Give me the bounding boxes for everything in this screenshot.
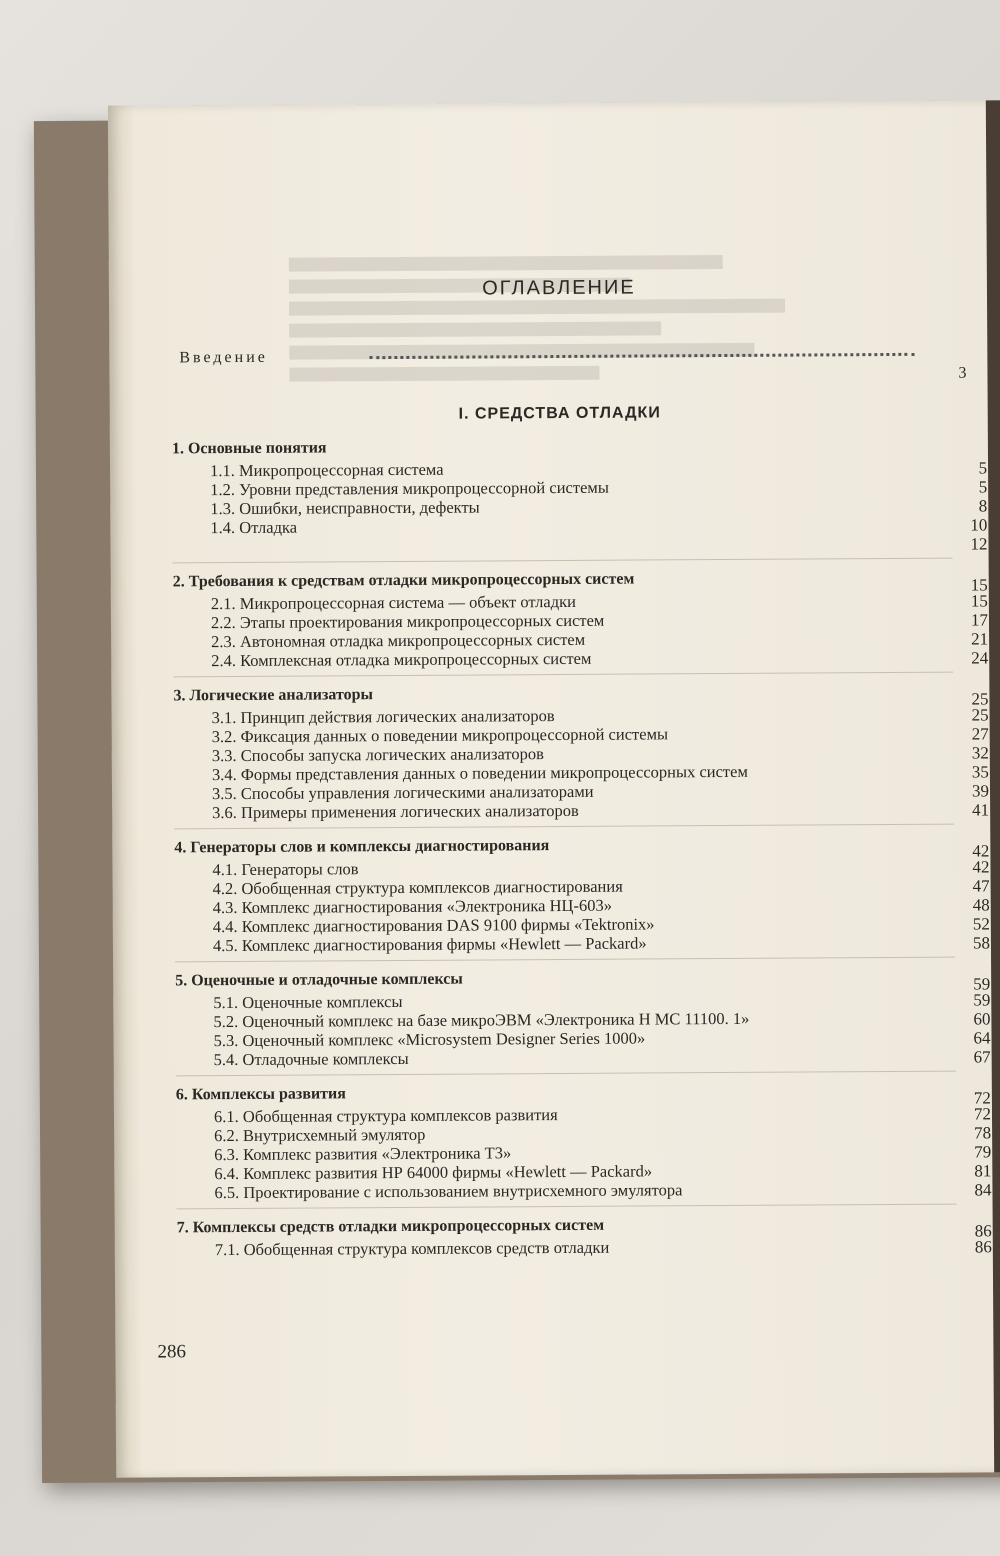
section-title: 1.3. Ошибки, неисправности, дефекты — [210, 497, 480, 519]
chapter-divider — [173, 558, 953, 564]
chapter-divider — [173, 672, 953, 678]
chapter-title: 5. Оценочные и отладочные комплексы — [175, 970, 463, 990]
toc-section — [173, 647, 989, 671]
section-page: 78 — [974, 1123, 992, 1143]
section-title: 5.2. Оценочный комплекс на базе микроЭВМ «Электроника Н МС 11100. 1» — [213, 1008, 750, 1032]
section-title: 1.2. Уровни представления микропроцессорной системы — [210, 477, 609, 500]
chapter-title: 1. Основные понятия — [171, 439, 327, 458]
intro-page: 3 — [958, 364, 970, 382]
section-title: 1.1. Микропроцессорная система — [209, 459, 444, 481]
section-title: 2.1. Микропроцессорная система — объект отладки — [210, 591, 576, 614]
chapter-page: 25 — [971, 689, 989, 709]
chapter-page: 72 — [973, 1088, 991, 1108]
section-title: 6.2. Внутрисхемный эмулятор — [214, 1124, 426, 1146]
toc-section — [174, 799, 990, 823]
section-title: 4.4. Комплекс диагностирования DAS 9100 фирмы «Tektronix» — [212, 914, 655, 937]
chapter-divider — [176, 1071, 956, 1077]
section-page: 35 — [971, 762, 989, 782]
section-page: 5 — [978, 458, 988, 478]
section-title: 4.5. Комплекс диагностирования фирмы «Hewlett — Packard» — [212, 933, 647, 956]
chapter-title: 2. Требования к средствам отладки микропроцессорных систем — [172, 570, 635, 591]
chapter-page: 59 — [973, 974, 991, 994]
book-page — [108, 100, 1000, 1477]
section-page: 84 — [974, 1180, 992, 1200]
section-title: 2.3. Автономная отладка микропроцессорных систем — [211, 629, 586, 652]
section-page: 39 — [971, 781, 990, 801]
section-page: 5 — [978, 477, 988, 497]
section-page: 42 — [972, 857, 990, 877]
section-title: 6.1. Обобщенная структура комплексов развития — [213, 1105, 558, 1127]
chapter-title: 3. Логические анализаторы — [173, 686, 374, 705]
intro-label: Введение — [179, 348, 268, 367]
section-page: 60 — [973, 1009, 991, 1029]
section-title: 6.5. Проектирование с использованием внутрисхемного эмулятора — [214, 1180, 683, 1203]
chapter-divider — [175, 957, 955, 963]
part-heading: I. СРЕДСТВА ОТЛАДКИ — [458, 404, 661, 423]
section-page: 24 — [971, 648, 989, 668]
chapter-divider — [177, 1204, 957, 1210]
toc-content — [108, 100, 1000, 1477]
chapter-title: 7. Комплексы средств отладки микропроцессорных систем — [176, 1216, 605, 1237]
section-page: 58 — [972, 933, 991, 953]
leader-dots — [369, 353, 914, 359]
section-page: 12 — [970, 534, 988, 554]
toc-section — [177, 1236, 992, 1260]
toc-list — [171, 436, 992, 1260]
section-title: 5.3. Оценочный комплекс «Microsystem Designer Series 1000» — [213, 1028, 646, 1051]
section-title: 4.3. Комплекс диагностирования «Электроника НЦ-603» — [212, 895, 612, 918]
section-page: 32 — [971, 743, 989, 763]
section-title: 6.3. Комплекс развития «Электроника Т3» — [214, 1143, 512, 1165]
section-title: 4.1. Генераторы слов — [212, 859, 359, 880]
section-title: 3.5. Способы управления логическими анализаторами — [211, 781, 594, 804]
chapter-divider — [174, 824, 954, 830]
section-page: 59 — [973, 990, 991, 1010]
section-title: 3.1. Принцип действия логических анализаторов — [211, 706, 555, 728]
section-page: 86 — [974, 1237, 992, 1257]
toc-intro — [179, 345, 970, 382]
section-page: 67 — [973, 1047, 991, 1067]
section-title: 5.1. Оценочные комплексы — [213, 991, 403, 1013]
chapter-page: 42 — [972, 841, 990, 861]
section-title: 2.2. Этапы проектирования микропроцессорных систем — [210, 610, 605, 633]
chapter-title: 6. Комплексы развития — [175, 1085, 346, 1104]
chapter-page: 86 — [974, 1221, 992, 1241]
page-title: ОГЛАВЛЕНИЕ — [482, 276, 636, 300]
section-title: 4.2. Обобщенная структура комплексов диагностирования — [212, 876, 623, 899]
section-title: 7.1. Обобщенная структура комплексов средств отладки — [214, 1237, 610, 1260]
section-page: 48 — [972, 895, 990, 915]
section-page: 21 — [971, 629, 989, 649]
section-page: 79 — [974, 1142, 992, 1162]
section-page: 8 — [978, 496, 988, 516]
page-number: 286 — [157, 1341, 186, 1363]
section-page: 10 — [970, 515, 988, 535]
section-page: 52 — [972, 914, 990, 934]
section-title: 5.4. Отладочные комплексы — [213, 1048, 409, 1070]
section-page: 72 — [973, 1104, 992, 1124]
chapter-title: 4. Генераторы слов и комплексы диагностирования — [174, 837, 550, 857]
section-title: 3.4. Формы представления данных о поведении микропроцессорных систем — [211, 761, 748, 785]
toc-section — [176, 1179, 992, 1203]
section-page: 41 — [972, 800, 990, 820]
section-title: 2.4. Комплексная отладка микропроцессорных систем — [211, 648, 592, 671]
chapter-page: 15 — [970, 575, 988, 595]
toc-section — [175, 932, 991, 956]
section-page: 47 — [972, 876, 990, 896]
section-page: 81 — [974, 1161, 992, 1181]
section-title: 6.4. Комплекс развития НР 64000 фирмы «Hewlett — Packard» — [214, 1161, 653, 1184]
section-title: 1.4. Отладка — [210, 517, 298, 538]
section-title: 3.2. Фиксация данных о поведении микропроцессорной системы — [211, 724, 669, 747]
section-title: 3.3. Способы запуска логических анализаторов — [211, 744, 544, 766]
section-page: 64 — [973, 1028, 991, 1048]
section-page: 15 — [970, 591, 988, 611]
toc-section — [172, 533, 988, 557]
section-title: 3.6. Примеры применения логических анализаторов — [212, 800, 579, 823]
section-page: 17 — [970, 610, 989, 630]
section-page: 27 — [971, 724, 989, 744]
section-page: 25 — [971, 705, 989, 725]
toc-section — [176, 1046, 991, 1070]
